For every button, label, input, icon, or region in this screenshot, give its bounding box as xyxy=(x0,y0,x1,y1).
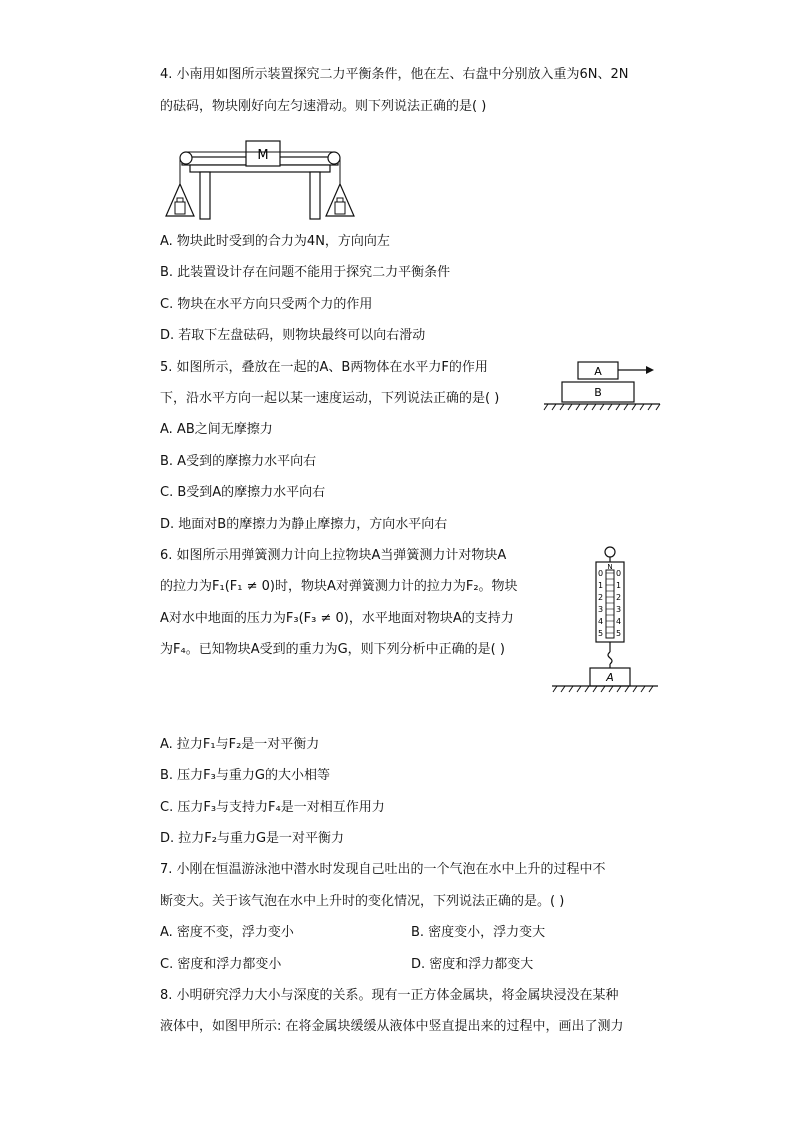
svg-text:1: 1 xyxy=(616,581,622,590)
q6-option-c: C. 压力F₃与支持力F₄是一对相互作用力 xyxy=(160,800,385,815)
q4-option-a: A. 物块此时受到的合力为4N，方向向左 xyxy=(160,234,390,249)
svg-text:2: 2 xyxy=(616,593,622,602)
svg-text:5: 5 xyxy=(598,629,604,638)
q6-option-b: B. 压力F₃与重力G的大小相等 xyxy=(160,768,330,783)
q6-stem-line-4: 为F₄。已知物块A受到的重力为G，则下列分析中正确的是( ) xyxy=(160,642,505,657)
q6-spring-scale-figure xyxy=(550,544,660,696)
q4-block-label: M xyxy=(257,148,269,163)
q4-option-d: D. 若取下左盘砝码，则物块最终可以向右滑动 xyxy=(160,328,426,343)
q7-option-c: C. 密度和浮力都变小 xyxy=(160,957,282,972)
svg-text:5: 5 xyxy=(616,629,622,638)
svg-text:3: 3 xyxy=(598,605,604,614)
svg-text:0: 0 xyxy=(598,569,604,578)
q6-option-d: D. 拉力F₂与重力G是一对平衡力 xyxy=(160,831,345,846)
q7-stem-line-1: 7. 小刚在恒温游泳池中潜水时发现自己吐出的一个气泡在水中上升的过程中不 xyxy=(160,862,606,877)
q5-stem-line-2: 下，沿水平方向一起以某一速度运动，下列说法正确的是( ) xyxy=(160,391,500,406)
q4-balance-apparatus-figure xyxy=(160,134,360,224)
q7-option-d: D. 密度和浮力都变大 xyxy=(411,957,534,972)
q5-stacked-blocks-figure xyxy=(542,356,662,412)
q7-option-a: A. 密度不变，浮力变小 xyxy=(160,925,294,940)
svg-text:4: 4 xyxy=(598,617,604,626)
q4-stem-line-1: 4. 小南用如图所示装置探究二力平衡条件，他在左、右盘中分别放入重为6N、2N xyxy=(160,67,629,82)
svg-text:2: 2 xyxy=(598,593,604,602)
q8-stem-line-1: 8. 小明研究浮力大小与深度的关系。现有一正方体金属块，将金属块浸没在某种 xyxy=(160,988,619,1003)
q6-block-label: A xyxy=(606,671,614,684)
q6-unit-label: N xyxy=(607,563,613,571)
q6-stem-line-1: 6. 如图所示用弹簧测力计向上拉物块A当弹簧测力计对物块A xyxy=(160,548,507,563)
q8-stem-line-2: 液体中，如图甲所示: 在将金属块缓缓从液体中竖直提出来的过程中，画出了测力 xyxy=(160,1019,624,1034)
q4-stem-line-2: 的砝码，物块刚好向左匀速滑动。则下列说法正确的是( ) xyxy=(160,99,487,114)
q5-block-b-label: B xyxy=(594,386,602,399)
svg-text:3: 3 xyxy=(616,605,622,614)
q5-option-c: C. B受到A的摩擦力水平向右 xyxy=(160,485,326,500)
svg-text:1: 1 xyxy=(598,581,604,590)
svg-text:4: 4 xyxy=(616,617,622,626)
q6-option-a: A. 拉力F₁与F₂是一对平衡力 xyxy=(160,737,320,752)
q4-option-b: B. 此装置设计存在问题不能用于探究二力平衡条件 xyxy=(160,265,451,280)
q5-block-a-label: A xyxy=(594,365,602,378)
q5-option-a: A. AB之间无摩擦力 xyxy=(160,422,273,437)
q4-option-c: C. 物块在水平方向只受两个力的作用 xyxy=(160,297,373,312)
q5-option-b: B. A受到的摩擦力水平向右 xyxy=(160,454,317,469)
q5-option-d: D. 地面对B的摩擦力为静止摩擦力，方向水平向右 xyxy=(160,517,448,532)
q6-stem-line-3: A对水中地面的压力为F₃(F₃ ≠ 0)，水平地面对物块A的支持力 xyxy=(160,611,514,626)
q7-stem-line-2: 断变大。关于该气泡在水中上升时的变化情况，下列说法正确的是。( ) xyxy=(160,894,565,909)
q6-stem-line-2: 的拉力为F₁(F₁ ≠ 0)时，物块A对弹簧测力计的拉力为F₂。物块 xyxy=(160,579,518,594)
q5-stem-line-1: 5. 如图所示，叠放在一起的A、B两物体在水平力F的作用 xyxy=(160,360,488,375)
q7-option-b: B. 密度变小，浮力变大 xyxy=(411,925,546,940)
svg-text:0: 0 xyxy=(616,569,622,578)
